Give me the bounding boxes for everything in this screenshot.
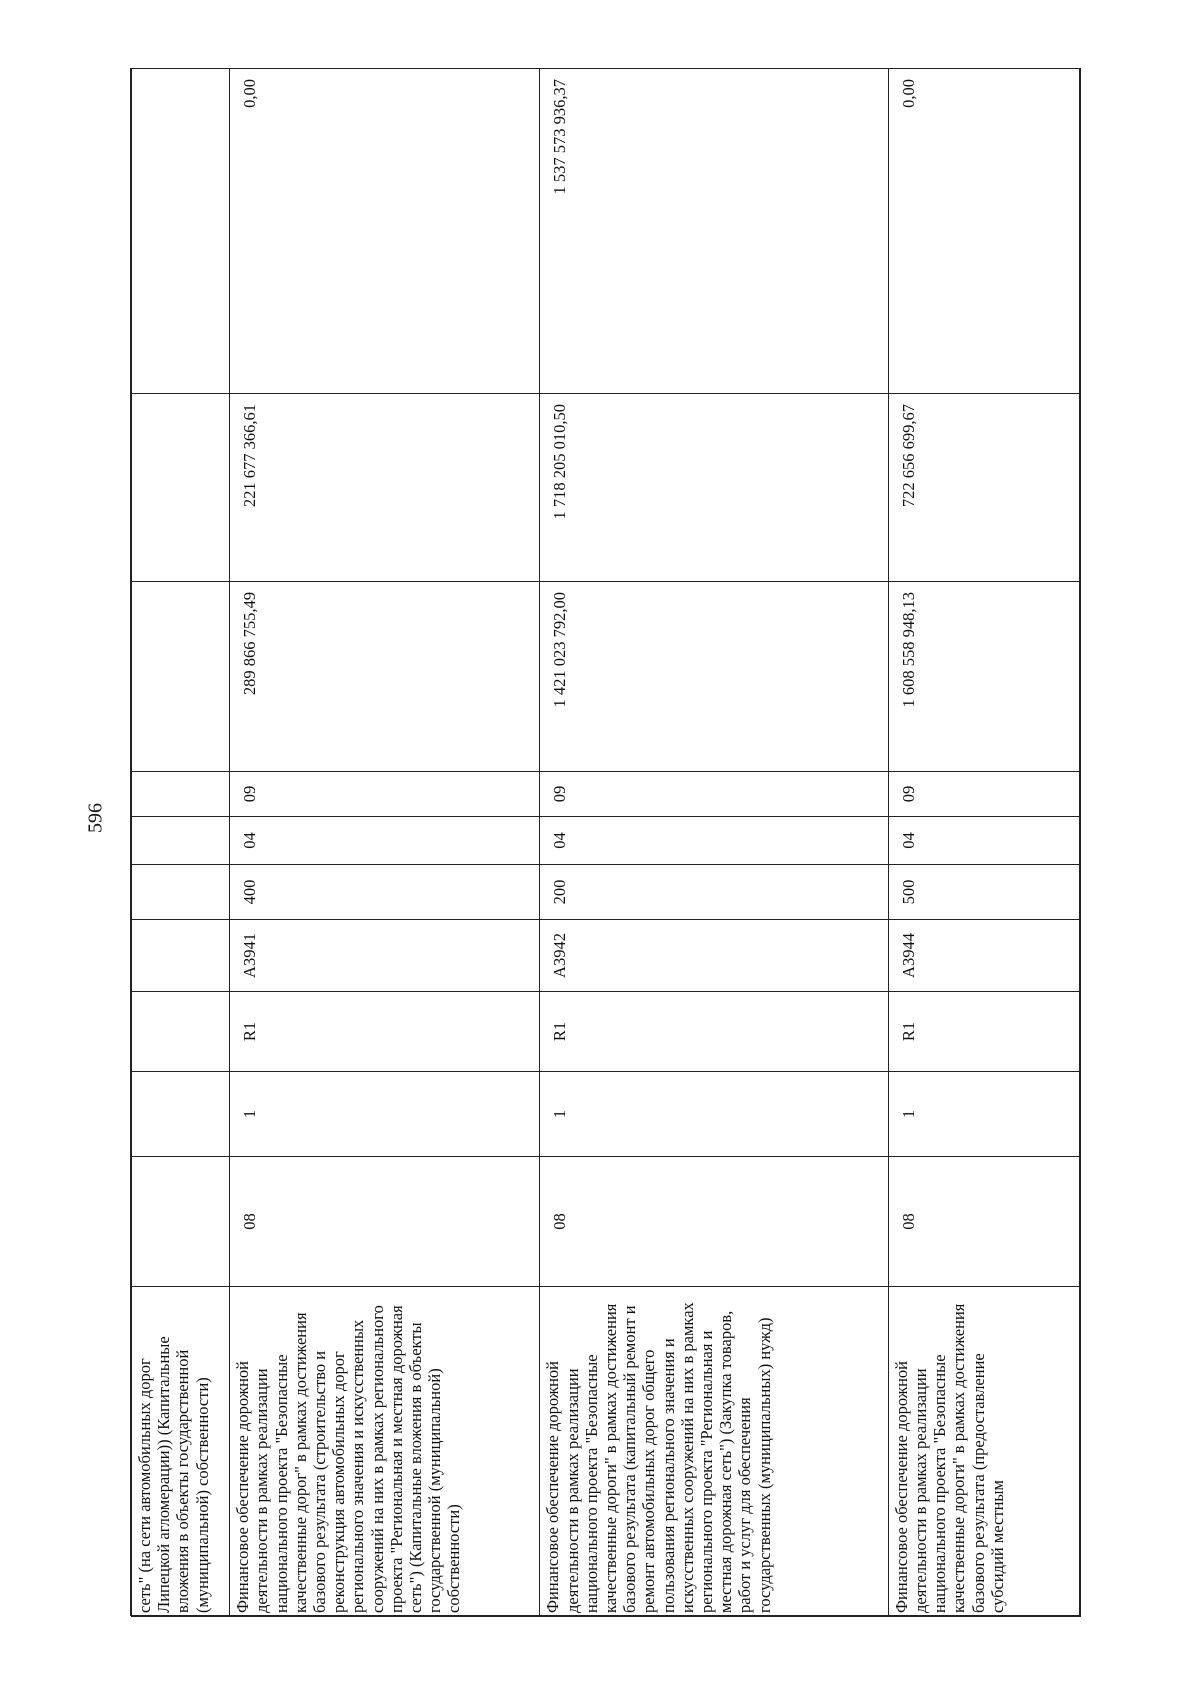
- row-code-5: 200: [540, 865, 888, 920]
- row-amount-1: [132, 582, 230, 772]
- row-code-3: R1: [230, 992, 540, 1072]
- row-amount-2: [132, 394, 230, 582]
- row-description: Финансовое обеспечение дорожной деятельности в рамках реализации национального проекта "Безопасные качественные дороги" в рамках достижения базового результата (капитальный ремонт и ремонт автомобильных дорог общего пользования регионального значения и искусственных сооружений на них в рамках регионального проекта "Региональная и местная дорожная сеть") (Закупка товаров, работ и услуг для обеспечения государственных (муниципальных) нужд): [540, 1287, 888, 1617]
- row-description: сеть" (на сети автомобильных дорог Липецкой агломерации)) (Капитальные вложения в объекты государственной (муниципальной) собственности): [132, 1287, 230, 1617]
- table-row: [888, 69, 1080, 1617]
- row-amount-3: 1 537 573 936,37: [540, 69, 888, 394]
- row-code-3: R1: [540, 992, 888, 1072]
- row-code-4: [132, 920, 230, 992]
- row-code-6: [132, 817, 230, 865]
- row-code-6: 04: [888, 817, 1080, 865]
- row-code-6: 04: [540, 817, 888, 865]
- row-description: Финансовое обеспечение дорожной деятельности в рамках реализации национального проекта "Безопасные качественные дорог" в рамках достижения базового результата (строительство и реконструкция автомобильных дорог регионального значения и искусственных сооружений на них в рамках регионального проекта "Региональная и местная дорожная сеть") (Капитальные вложения в объекты государственной (муниципальной) собственности): [230, 1287, 540, 1617]
- row-code-7: 09: [540, 772, 888, 817]
- row-code-2: 1: [540, 1072, 888, 1157]
- row-code-1: 08: [230, 1157, 540, 1287]
- row-code-7: 09: [230, 772, 540, 817]
- table-row: [540, 69, 888, 1617]
- row-code-2: 1: [888, 1072, 1080, 1157]
- row-code-5: [132, 865, 230, 920]
- table-row: [230, 69, 540, 1617]
- row-code-5: 500: [888, 865, 1080, 920]
- row-code-2: 1: [230, 1072, 540, 1157]
- row-code-1: 08: [540, 1157, 888, 1287]
- row-code-4: А3944: [888, 920, 1080, 992]
- row-code-7: 09: [888, 772, 1080, 817]
- row-code-7: [132, 772, 230, 817]
- row-code-4: А3941: [230, 920, 540, 992]
- row-code-1: [132, 1157, 230, 1287]
- row-amount-1: 1 421 023 792,00: [540, 582, 888, 772]
- table-row: [132, 69, 230, 1617]
- budget-table-frame: [130, 68, 1080, 1616]
- budget-table: [131, 68, 1081, 1617]
- page-number-text: 596: [84, 803, 107, 833]
- row-code-3: [132, 992, 230, 1072]
- row-amount-3: 0,00: [230, 69, 540, 394]
- row-amount-2: 1 718 205 010,50: [540, 394, 888, 582]
- row-amount-2: 221 677 366,61: [230, 394, 540, 582]
- row-code-6: 04: [230, 817, 540, 865]
- row-code-2: [132, 1072, 230, 1157]
- row-amount-1: 1 608 558 948,13: [888, 582, 1080, 772]
- row-amount-2: 722 656 699,67: [888, 394, 1080, 582]
- row-amount-3: [132, 69, 230, 394]
- row-code-1: 08: [888, 1157, 1080, 1287]
- row-description: Финансовое обеспечение дорожной деятельности в рамках реализации национального проекта "Безопасные качественные дороги" в рамках достижения базового результата (предоставление субсидий местным: [888, 1287, 1080, 1617]
- row-code-5: 400: [230, 865, 540, 920]
- row-code-4: А3942: [540, 920, 888, 992]
- row-amount-3: 0,00: [888, 69, 1080, 394]
- row-amount-1: 289 866 755,49: [230, 582, 540, 772]
- row-code-3: R1: [888, 992, 1080, 1072]
